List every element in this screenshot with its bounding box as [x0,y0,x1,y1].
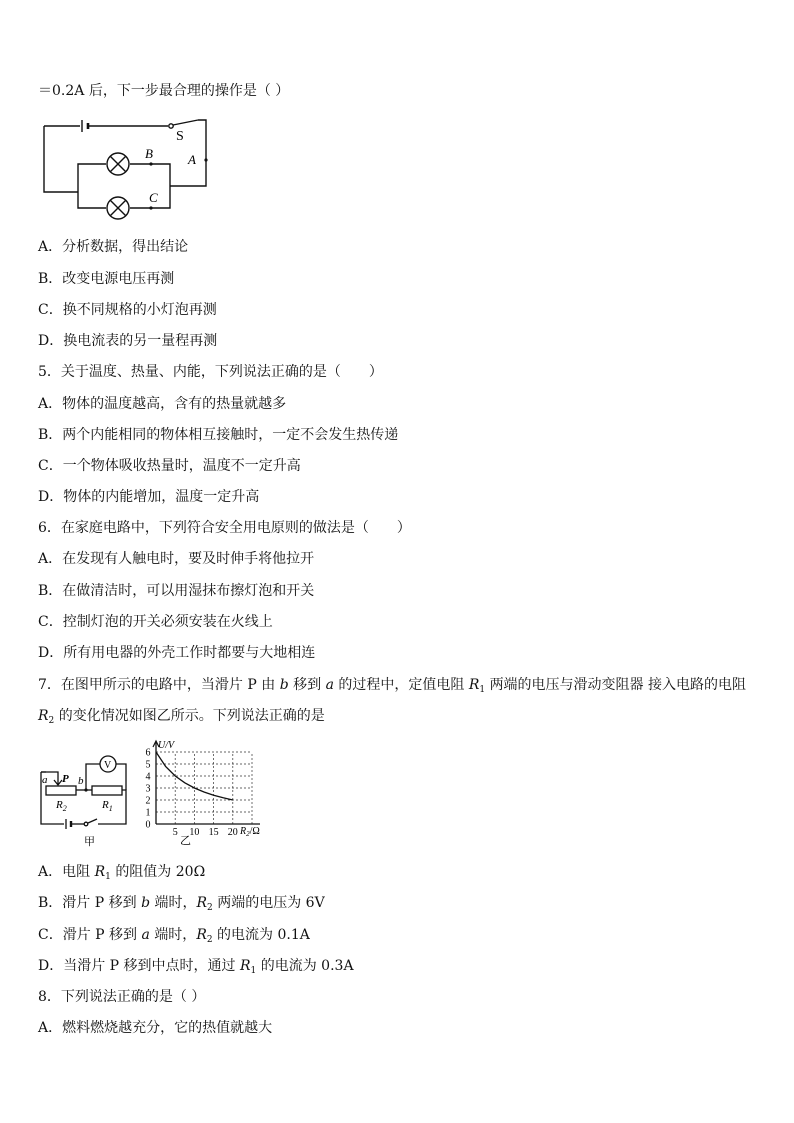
q4-circuit-diagram [38,114,218,220]
q8-stem: 8．下列说法正确的是（ ） [38,989,206,1005]
x-tick-label: 15 [208,827,219,838]
fig-jia-caption: 甲 [84,836,95,848]
q4-option-d: D．换电流表的另一量程再测 [38,333,218,349]
q5-option-b: B．两个内能相同的物体相互接触时，一定不会发生热传递 [38,427,399,443]
q4-option-b: B．改变电源电压再测 [38,271,175,287]
point-c-label: C [149,190,158,205]
q8-option-a: A．燃料燃烧越充分，它的热值就越大 [38,1020,273,1036]
point-a-label: A [188,152,196,167]
y-tick-label: 5 [145,759,151,771]
q7-option-c: C．滑片 P 移到 a 端时，$R_2$ 的电流为 0.1A [38,927,310,945]
chart-caption: 乙 [180,835,191,847]
q7-stem-line1: 7．在图甲所示的电路中，当滑片 P 由 b 移到 a 的过程中，定值电阻 $R_1$ 两端的电压与滑动变阻器 接入电路的电阻 [38,677,747,695]
q4-option-a: A．分析数据，得出结论 [38,239,189,255]
point-b-label: B [145,146,153,161]
x-tick-label: 10 [189,827,200,838]
q6-stem: 6．在家庭电路中，下列符合安全用电原则的做法是（ ） [38,520,411,536]
q7-stem-line2: $R_2$ 的变化情况如图乙所示。下列说法正确的是 [38,708,325,726]
y-tick-label: 1 [145,807,151,819]
q6-option-d: D．所有用电器的外壳工作时都要与大地相连 [38,645,316,661]
q5-stem: 5．关于温度、热量、内能，下列说法正确的是（ ） [38,364,383,380]
voltmeter-label: V [104,760,112,771]
chart-y-axis-label: U/V [158,740,175,751]
q4-option-c: C．换不同规格的小灯泡再测 [38,302,217,318]
fig-jia-a: a [42,774,48,786]
y-tick-label: 4 [145,771,151,783]
q7-figure-jia [36,752,136,850]
chart-axes [153,741,260,824]
fig-jia-R1: $R_1$ [102,799,113,813]
q5-option-d: D．物体的内能增加，温度一定升高 [38,489,260,505]
q7-option-d: D．当滑片 P 移到中点时，通过 $R_1$ 的电流为 0.3A [38,958,354,976]
x-tick-label: 5 [172,827,178,838]
q7-option-b: B．滑片 P 移到 b 端时，$R_2$ 两端的电压为 6V [38,895,325,913]
y-tick-label: 0 [145,819,151,831]
chart-x-axis-label: $R_2/\Omega$ [240,826,260,838]
q6-option-c: C．控制灯泡的开关必须安装在火线上 [38,614,273,630]
y-tick-label: 2 [145,795,151,807]
chart-grid [156,752,252,824]
fig-jia-R2: $R_2$ [56,799,67,813]
fig-jia-P: P [62,773,69,785]
q4-stem-tail: ＝0.2A 后，下一步最合理的操作是（ ） [38,83,290,99]
y-tick-label: 6 [145,747,151,759]
q7-figure-yi-chart [136,738,268,850]
y-tick-label: 3 [145,783,151,795]
q6-option-b: B．在做清洁时，可以用湿抹布擦灯泡和开关 [38,583,315,599]
fig-jia-b: b [78,775,84,787]
x-tick-label: 20 [227,827,238,838]
q7-option-a: A．电阻 $R_1$ 的阻值为 20Ω [38,864,206,882]
q5-option-a: A．物体的温度越高，含有的热量就越多 [38,396,287,412]
q5-option-c: C．一个物体吸收热量时，温度不一定升高 [38,458,301,474]
switch-label: S [176,129,184,144]
q6-option-a: A．在发现有人触电时，要及时伸手将他拉开 [38,551,315,567]
